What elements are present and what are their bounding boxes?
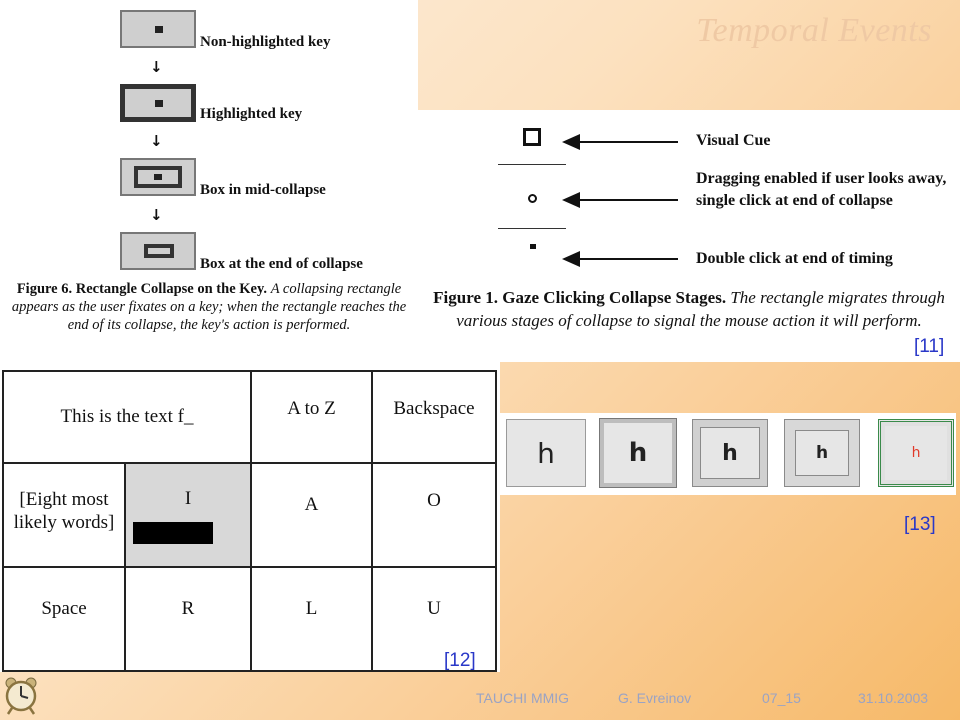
visual-cue-square [523, 128, 541, 146]
h-key-label: h [537, 436, 555, 470]
figure6-caption-text: A collapsing rectangle appears as the user fixates on a key; when the rectangle reaches the end of its collapse, the key's action is performed. [11, 281, 407, 333]
text-field-cell: This is the text f_ [3, 371, 251, 463]
arrow-down-icon: ↓ [150, 206, 163, 224]
keyboard-grid-figure [0, 362, 500, 672]
space-cell: Space [3, 567, 125, 671]
figure6-label: Non-highlighted key [200, 34, 331, 50]
a-to-z-cell: A to Z [251, 371, 372, 463]
h-key-label: h [722, 440, 738, 466]
reference-13: [13] [904, 514, 936, 535]
h-key-label: h [628, 438, 648, 468]
divider [498, 228, 566, 229]
figure6-caption-title: Figure 6. Rectangle Collapse on the Key. [16, 281, 268, 297]
key-cell-a: A [251, 463, 372, 567]
figure1-caption-text: The rectangle migrates through various stages of collapse to signal the mouse action it will perform. [456, 288, 945, 330]
tiny-cue [530, 244, 536, 249]
key-cell-r: R [125, 567, 251, 671]
slide-title: Temporal Events [696, 12, 932, 49]
h-key-stage-5 [878, 419, 954, 487]
keyboard-grid [2, 370, 497, 672]
key-cell-u: U [372, 567, 496, 671]
h-key-stage-1 [506, 419, 586, 487]
key-cell-l: L [251, 567, 372, 671]
footer-author: G. Evreinov [618, 690, 692, 706]
figure6-label: Box in mid-collapse [200, 182, 326, 198]
arrow-left-icon [578, 258, 678, 260]
figure1-label: Visual Cue [696, 132, 771, 149]
figure1-caption-title: Figure 1. Gaze Clicking Collapse Stages. [433, 288, 727, 307]
footer-course: TAUCHI MMIG [476, 690, 570, 706]
arrow-left-icon [578, 199, 678, 201]
mid-collapse-key-image [120, 158, 196, 196]
key-cell-o: O [372, 463, 496, 567]
key-label: I [184, 488, 192, 509]
reference-12: [12] [444, 650, 476, 671]
figure-rectangle-collapse [0, 0, 418, 362]
highlighted-key-image [120, 84, 196, 122]
arrow-down-icon: ↓ [150, 58, 163, 76]
dwell-progress-bar [133, 522, 213, 544]
backspace-cell: Backspace [372, 371, 496, 463]
key-cell-i [125, 463, 251, 567]
footer-date: 31.10.2003 [858, 690, 929, 706]
word-suggestions-cell: [Eight most likely words] [3, 463, 125, 567]
h-key-label: h [911, 445, 921, 461]
figure1-caption [418, 286, 960, 332]
h-key-label: h [815, 443, 829, 463]
h-key-stage-2 [600, 419, 676, 487]
footer-page: 07_15 [762, 690, 801, 706]
figure-gaze-clicking [418, 110, 960, 362]
non-highlighted-key-image [120, 10, 196, 48]
figure1-label: Double click at end of timing [696, 250, 893, 267]
alarm-clock-icon [2, 674, 40, 716]
end-collapse-key-image [120, 232, 196, 270]
arrow-left-icon [578, 141, 678, 143]
figure6-label: Box at the end of collapse [200, 256, 363, 272]
figure1-label: Dragging enabled if user looks away, single click at end of collapse [696, 170, 947, 209]
h-key-stage-3 [692, 419, 768, 487]
divider [498, 164, 566, 165]
figure6-label: Highlighted key [200, 106, 303, 122]
arrow-down-icon: ↓ [150, 132, 163, 150]
reference-11: [11] [914, 336, 945, 357]
figure6-caption [4, 280, 414, 334]
small-circle-cue [528, 194, 537, 203]
h-key-stage-4 [784, 419, 860, 487]
key-collapse-sequence [500, 413, 956, 495]
